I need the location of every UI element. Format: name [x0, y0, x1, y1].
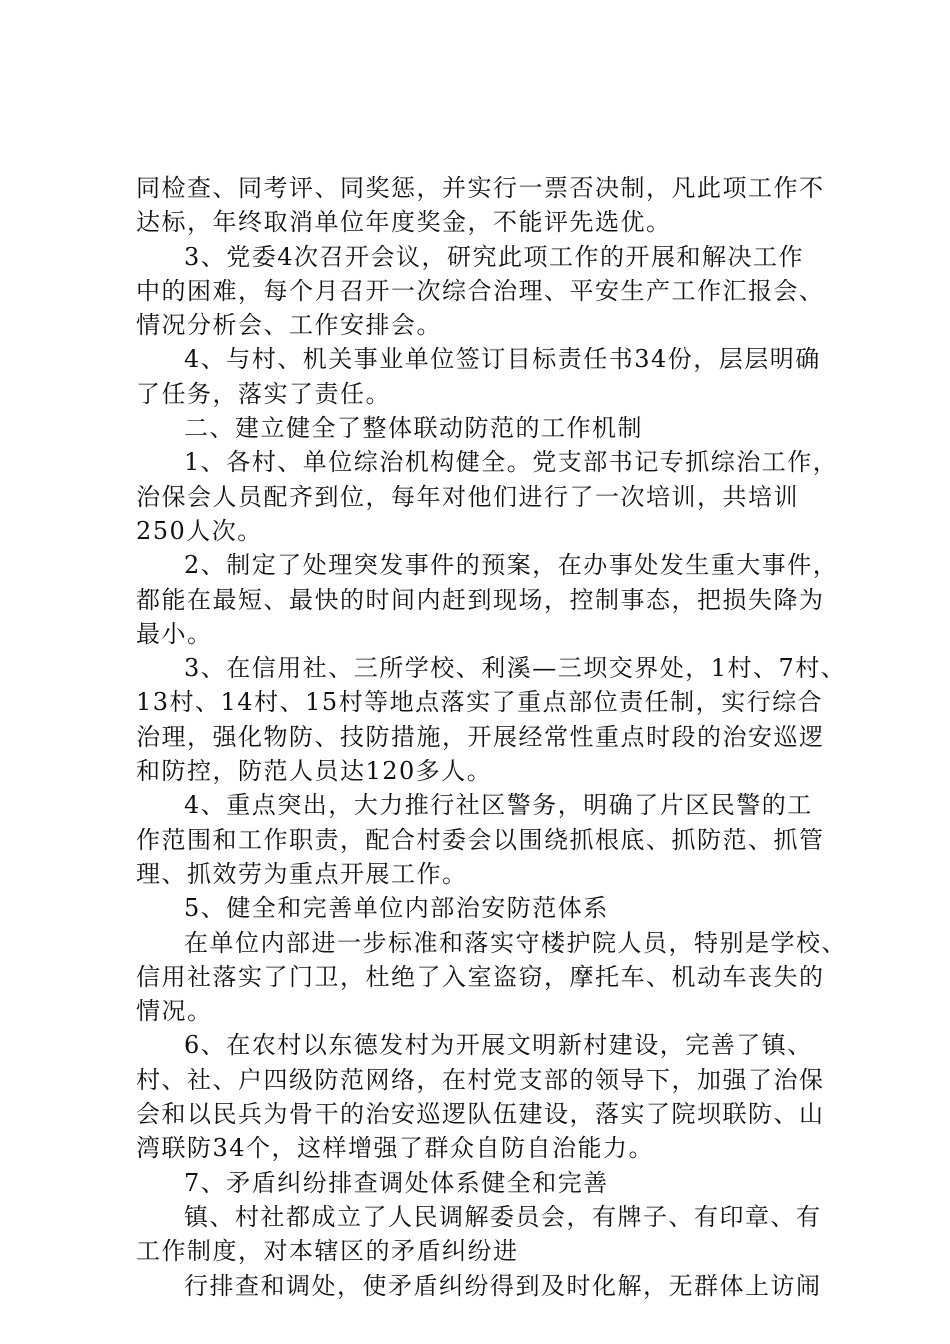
text-line: 都能在最短、最快的时间内赶到现场，控制事态，把损失降为 [136, 585, 825, 614]
text-line: 情况分析会、工作安排会。 [136, 311, 442, 340]
text-line: 和防控，防范人员达120多人。 [136, 757, 493, 786]
text-line: 1、各村、单位综治机构健全。党支部书记专抓综治工作， [184, 448, 839, 477]
text-line: 最小。 [136, 619, 213, 648]
body-text [136, 171, 847, 1303]
text-line: 了任务，落实了责任。 [136, 379, 391, 408]
text-line: 镇、村社都成立了人民调解委员会，有牌子、有印章、有 [184, 1202, 822, 1231]
text-line: 13村、14村、15村等地点落实了重点部位责任制，实行综合 [136, 688, 824, 717]
text-line: 信用社落实了门卫，杜绝了入室盗窃，摩托车、机动车丧失的 [136, 962, 825, 991]
text-line: 在单位内部进一步标准和落实守楼护院人员，特别是学校、 [184, 928, 847, 957]
text-line: 4、与村、机关事业单位签订目标责任书34份，层层明确 [184, 345, 821, 374]
subsection-heading: 5、健全和完善单位内部治安防范体系 [184, 894, 609, 923]
text-line: 村、社、户四级防范网络，在村党支部的领导下，加强了治保 [136, 1065, 825, 1094]
text-line: 作范围和工作职责，配合村委会以围绕抓根底、抓防范、抓管 [136, 825, 825, 854]
text-line: 湾联防34个，这样增强了群众自防自治能力。 [136, 1134, 655, 1163]
text-line: 250人次。 [136, 516, 263, 545]
text-line: 6、在农村以东德发村为开展文明新村建设，完善了镇、 [184, 1031, 813, 1060]
text-line: 达标，年终取消单位年度奖金，不能评先选优。 [136, 208, 672, 237]
text-line: 理、抓效劳为重点开展工作。 [136, 859, 468, 888]
text-line: 3、党委4次召开会议，研究此项工作的开展和解决工作 [184, 242, 805, 271]
text-line: 会和以民兵为骨干的治安巡逻队伍建设，落实了院坝联防、山 [136, 1100, 825, 1129]
section-heading: 二、建立健全了整体联动防范的工作机制 [184, 414, 643, 443]
text-line: 4、重点突出，大力推行社区警务，明确了片区民警的工 [184, 791, 813, 820]
text-line: 情况。 [136, 997, 213, 1026]
text-line: 中的困难，每个月召开一次综合治理、平安生产工作汇报会、 [136, 276, 825, 305]
text-line: 工作制度，对本辖区的矛盾纠纷进 [136, 1237, 519, 1266]
text-line: 治保会人员配齐到位，每年对他们进行了一次培训，共培训 [136, 482, 799, 511]
subsection-heading: 7、矛盾纠纷排查调处体系健全和完善 [184, 1168, 609, 1197]
text-line: 3、在信用社、三所学校、利溪—三坝交界处，1村、7村、 [184, 654, 847, 683]
text-line: 行排查和调处，使矛盾纠纷得到及时化解，无群体上访闹 [184, 1271, 822, 1300]
text-line: 2、制定了处理突发事件的预案，在办事处发生重大事件， [184, 551, 839, 580]
text-line: 同检查、同考评、同奖惩，并实行一票否决制，凡此项工作不 [136, 174, 825, 202]
text-line: 治理，强化物防、技防措施，开展经常性重点时段的治安巡逻 [136, 722, 825, 751]
